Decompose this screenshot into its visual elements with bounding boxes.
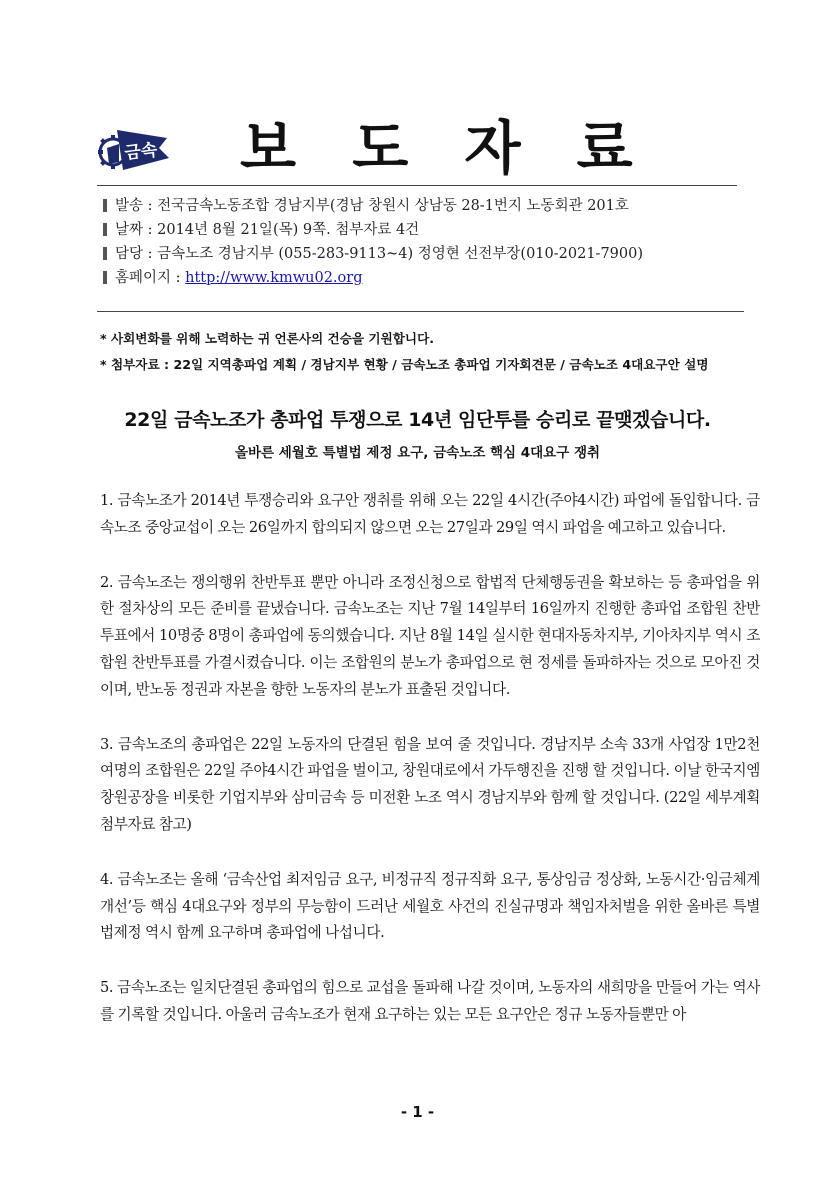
info-label: 날짜 [115,222,144,238]
page-number: - 1 - [400,1103,435,1121]
paragraph-4: 4. 금속노조는 올해 ‘금속산업 최저임금 요구, 비정규직 정규직화 요구, 통상임금 정상화, 노동시간·임금체계 개선’등 핵심 4대요구와 정부의 무능함이 드러난 세월호 사건의 진실규명과 책임자처벌을 위한 올바른 특별법제정 역시 함께 요구하며 총파업에 나섭니다. [100,870,760,942]
bullet-marker [103,223,107,236]
body-text [100,488,760,1057]
headline: 22일 금속노조가 총파업 투쟁으로 14년 임단투를 승리로 끝맺겠습니다. [124,409,711,431]
bullet-marker [103,247,107,260]
info-row-homepage: 홈페이지 : http://www.kmwu02.org [103,266,743,290]
svg-text:금속: 금속 [123,140,159,164]
greeting-note: * 사회변화를 위해 노력하는 귀 언론사의 건승을 기원합니다. [100,331,435,346]
paragraph-2: 2. 금속노조는 쟁의행위 찬반투표 뿐만 아니라 조정신청으로 합법적 단체행동권을 확보하는 등 총파업을 위한 절차상의 모든 준비를 끝냈습니다. 금속노조는 지난 7월 14일부터 16일까지 진행한 총파업 조합원 찬반투표에서 10명중 8명이 총파업에 동의했습니다. 지난 8월 14일 실시한 현대자동차지부, 기아차지부 역시 조합원 찬반투표를 가결시켰습니다. 이는 조합원의 분노가 총파업으로 현 정세를 돌파하자는 것으로 모아진 것이며, 반노동 정권과 자본을 향한 노동자의 분노가 표출된 것입니다. [100,573,760,698]
page-title: 보 도 자 료 [240,114,651,182]
header-divider [97,185,737,186]
info-value: 2014년 8월 21일(목) 9쪽. 첨부자료 4건 [157,222,420,238]
attachments-note: * 첨부자료 : 22일 지역총파업 계획 / 경남지부 현황 / 금속노조 총파업 기자회견문 / 금속노조 4대요구안 설명 [100,357,709,372]
info-row-date: 날짜 : 2014년 8월 21일(목) 9쪽. 첨부자료 4건 [103,218,743,242]
paragraph-5: 5. 금속노조는 일치단결된 총파업의 힘으로 교섭을 돌파해 나갈 것이며, 노동자의 새희망을 만들어 가는 역사를 기록할 것입니다. 아울러 금속노조가 현재 요구하는 있는 모든 요구안은 정규 노동자들뿐만 아 [100,979,760,1023]
info-row-contact: 담당 : 금속노조 경남지부 (055-283-9113~4) 정영현 선전부장(010-2021-7900) [103,242,743,266]
subheadline: 올바른 세월호 특별법 제정 요구, 금속노조 핵심 4대요구 쟁취 [234,445,601,461]
info-label: 발송 [115,198,144,214]
info-label: 홈페이지 [115,270,172,286]
info-value: 전국금속노동조합 경남지부(경남 창원시 상남동 28-1번지 노동회관 201호 [157,198,629,214]
paragraph-3: 3. 금속노조의 총파업은 22일 노동자의 단결된 힘을 보여 줄 것입니다. 경남지부 소속 33개 사업장 1만2천여명의 조합원은 22일 주야4시간 파업을 벌이고, 창원대로에서 가두행진을 진행 할 것입니다. 이날 한국지엠 창원공장을 비롯한 기업지부와 삼미금속 등 미전환 노조 역시 경남지부와 함께 할 것입니다. (22일 세부계획 첨부자료 참고) [100,735,760,833]
notes-block [100,326,760,378]
homepage-link[interactable]: http://www.kmwu02.org [185,270,363,286]
release-info [103,194,743,290]
paragraph-1: 1. 금속노조가 2014년 투쟁승리와 요구안 쟁취를 위해 오는 22일 4시간(주야4시간) 파업에 돌입합니다. 금속노조 중앙교섭이 오는 26일까지 합의되지 않으면 오는 27일과 29일 역시 파업을 예고하고 있습니다. [100,492,760,536]
info-label: 담당 [115,246,144,262]
bullet-marker [103,271,107,284]
kmwu-union-logo-icon [97,118,171,182]
bullet-marker [103,199,107,212]
info-value: 금속노조 경남지부 (055-283-9113~4) 정영현 선전부장(010-2021-7900) [157,246,643,262]
info-row-sender: 발송 : 전국금속노동조합 경남지부(경남 창원시 상남동 28-1번지 노동회관 201호 [103,194,743,218]
info-divider [97,311,744,312]
